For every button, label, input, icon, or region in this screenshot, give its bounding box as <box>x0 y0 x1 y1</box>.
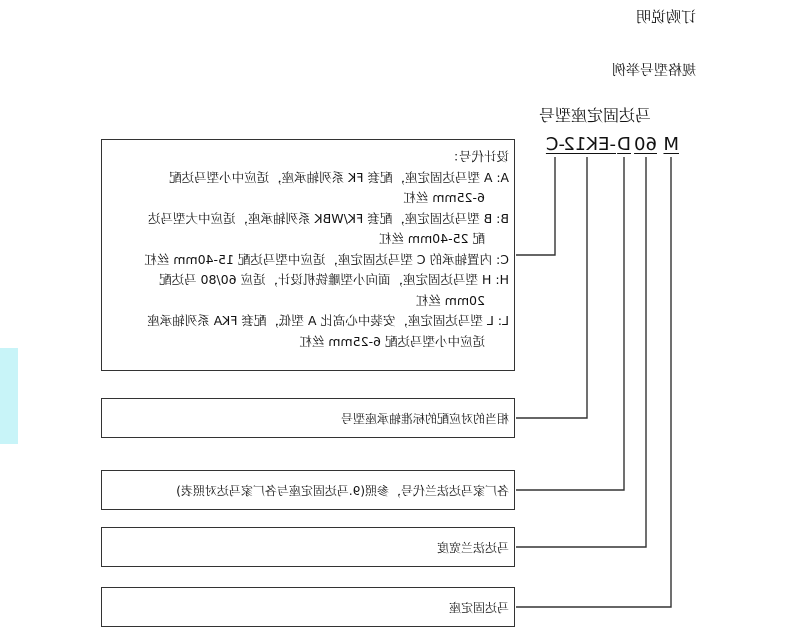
model-code-ek12: -EK12 <box>563 134 616 155</box>
spec-example-heading: 规格型号举例 <box>612 63 696 79</box>
flange-code-box-label: 各厂家马达法兰代号，参照(9.马达固定座与各厂家马达对照表) <box>176 484 509 498</box>
flange-width-box-label: 马达法兰宽度 <box>436 541 509 555</box>
design-code-line-1: A: A 型马达固定座，配套 FK 系列轴承座，适应中小型马达配 <box>169 169 509 185</box>
bearing-box-label: 相当的对应配的标准轴承座型号 <box>340 412 509 426</box>
order-instructions-heading: 订购说明 <box>635 8 696 26</box>
connector-60-to-width <box>516 157 646 547</box>
model-code-m: M <box>663 134 679 155</box>
design-code-line-8: L: L 型马达固定座，安装中心高比 A 型低，配套 FKA 系列轴承座 <box>147 313 509 328</box>
design-code-line-6: H: H 型马达固定座，面向小型雕铣机设计，适应 60/80 马达配 <box>159 272 509 287</box>
connector-c-to-design <box>516 157 555 255</box>
model-code-60: 60 <box>634 134 657 155</box>
connector-m-to-mount <box>516 157 671 607</box>
design-code-line-4: 配 25-40mm 丝杠 <box>378 231 485 246</box>
motor-mount-box-label: 马达固定座 <box>448 601 509 615</box>
connector-d-to-flange <box>516 157 624 490</box>
design-code-line-0: 设计代号： <box>446 149 509 164</box>
design-code-line-5: C: 内置轴承的 C 型马达固定座，适应中型马达配 15-40mm 丝杠 <box>144 251 509 267</box>
model-code-c: -C <box>545 134 565 155</box>
design-code-line-7: 20mm 丝杠 <box>415 292 485 308</box>
motor-mount-model-heading: 马达固定座型号 <box>538 106 651 125</box>
connector-ek12-to-bearing <box>516 157 587 418</box>
model-code-d: D <box>617 134 631 155</box>
design-code-line-3: B: B 型马达固定座，配套 FK/WBK 系列轴承座，适应中大型马达 <box>148 210 509 226</box>
design-code-line-2: 6-25mm 丝杠 <box>403 190 485 205</box>
design-code-line-9: 适应中小型马达配 6-25mm 丝杠 <box>299 333 485 349</box>
